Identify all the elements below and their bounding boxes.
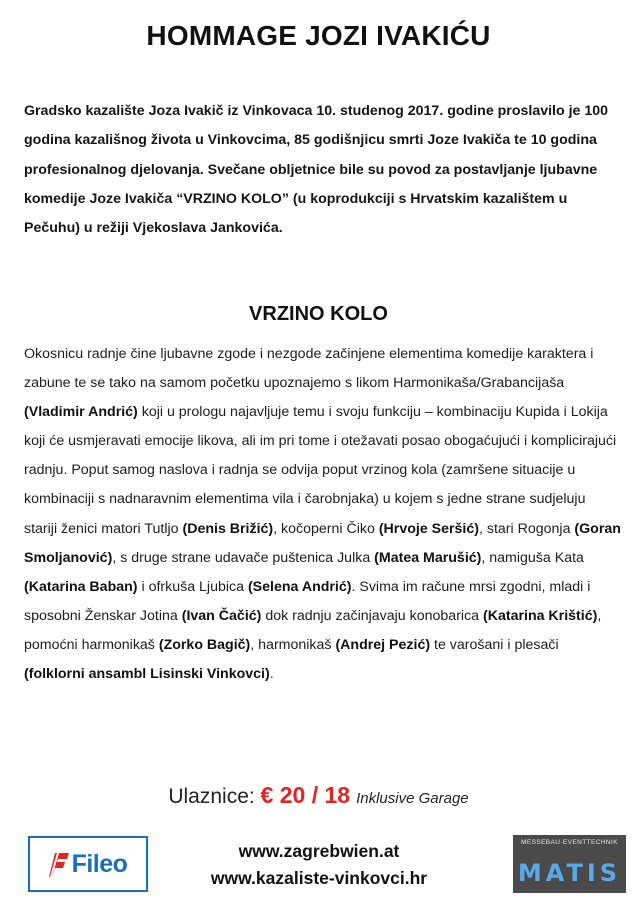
- website-link-zagrebwien[interactable]: www.zagrebwien.at: [238, 841, 400, 861]
- fileo-logo-text: Fileo: [71, 849, 128, 878]
- ticket-note: Inklusive Garage: [356, 790, 469, 807]
- story-text: , stari Rogonja: [478, 520, 575, 537]
- story-text: , harmonikaš: [250, 636, 336, 653]
- matis-logo: [513, 835, 626, 893]
- section-title: VRZINO KOLO: [249, 303, 388, 325]
- ticket-price: € 20 / 18: [260, 782, 351, 808]
- ticket-info: [0, 782, 637, 809]
- actor-name: (Andrej Pezić): [335, 636, 431, 653]
- fileo-logo: [28, 836, 148, 892]
- story-text: Okosnicu radnje čine ljubavne zgode i nezgode začinjene elementima komedije karaktera i zabune te se tako na samom početku upoznajemo s likom Harmonikaša/Grabancijaša: [24, 346, 594, 392]
- actor-name: (Vladimir Andrić): [24, 404, 138, 421]
- actor-name: (Selena Andrić): [247, 578, 352, 595]
- matis-tagline: MESSEBAU·EVENTTECHNIK: [521, 839, 618, 846]
- actor-name: (Katarina Baban): [24, 578, 138, 595]
- story-text: . Svima im račune mrsi zgodni, mladi i sposobni Ženskar Jotina: [24, 578, 591, 624]
- actor-name: (Goran Smoljanović): [24, 520, 621, 566]
- website-links: [180, 838, 458, 892]
- story-text: , s druge strane udavače puštenica Julka: [112, 549, 375, 566]
- story-text: , pomoćni harmonikaš: [24, 607, 602, 653]
- matis-logo-text: MATIS: [517, 859, 622, 887]
- actor-name: (Katarina Krištić): [483, 607, 598, 624]
- story-text: i ofrkuša Ljubica: [137, 578, 248, 595]
- website-link-kazaliste[interactable]: www.kazaliste-vinkovci.hr: [210, 868, 428, 888]
- story-text: .: [269, 666, 274, 683]
- ensemble-name: (folklorni ansambl Lisinski Vinkovci): [24, 666, 270, 683]
- ticket-label: Ulaznice:: [168, 785, 261, 808]
- page-title: HOMMAGE JOZI IVAKIĆU: [146, 20, 491, 51]
- actor-name: (Hrvoje Seršić): [378, 520, 479, 537]
- story-text: koji u prologu najavljuje temu i svoju funkciju – kombinaciju Kupida i Lokija koji će usmjeravati emocije likova, ali im pri tome i otežavati posao obogaćujući i komplicirajući radnju. Poput samog naslova i radnja se odvija poput vrzinog kola (zamršene situacije u kombinaciji s nadnaravnim elementima vila i čarobnjaka) u kojem s jedne strane sudjeluju stariji ženici matori Tutljo: [24, 404, 617, 537]
- intro-paragraph: Gradsko kazalište Joza Ivakič iz Vinkovaca 10. studenog 2017. godine proslavilo je 100 godina kazališnog života u Vinkovcima, 85 godišnjicu smrti Joze Ivakiča te 10 godina profesionalnog djelovanja. Svečane obljetnice bile su povod za postavljanje ljubavne komedije Joze Ivakiča “VRZINO KOLO” (u koprodukciji s Hrvatskim kazalištem u Pečuhu) u režiji Vjekoslava Jankovića.: [24, 103, 609, 237]
- story-text: dok radnju začinjavaju konobarica: [261, 607, 483, 624]
- actor-name: (Matea Marušić): [374, 549, 482, 566]
- story-paragraph: [24, 340, 622, 689]
- story-text: , kočoperni Čiko: [273, 520, 379, 537]
- story-text: , namiguša Kata: [481, 549, 584, 566]
- story-text: te varošani i plesači: [430, 636, 559, 653]
- actor-name: (Ivan Čačić): [181, 607, 262, 624]
- actor-name: (Denis Brižić): [182, 520, 274, 537]
- actor-name: (Zorko Bagič): [158, 636, 251, 653]
- fileo-logo-icon: [49, 851, 69, 877]
